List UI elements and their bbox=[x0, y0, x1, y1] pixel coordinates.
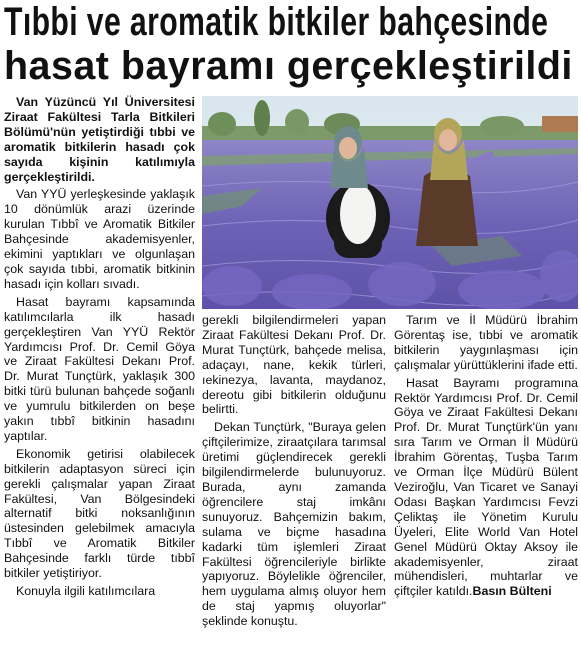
paragraph: gerekli bilgilendirmeleri yapan Ziraat Fakültesi Dekanı Prof. Dr. Murat Tunçtürk, bahçede melisa, adaçayı, nane, kekik türleri, ıekinezya, lavanta, maydanoz, dereotu gibi bitkilerin olduğunu belirtti. bbox=[202, 313, 386, 417]
article-column-3 bbox=[394, 313, 578, 602]
headline-line-1: Tıbbi ve aromatik bitkiler bahçesinde bbox=[4, 0, 549, 44]
paragraph-text: Hasat Bayramı programına Rektör Yardımcısı Prof. Dr. Cemil Göya ve Ziraat Fakültesi Dekanı Prof. Dr. Murat Tunçtürk'ün yanı sıra Tarım ve Orman İl Müdürü İbrahim Görentaş, Tuşba Tarım ve Orman İlçe Müdürü Bülent Veziroğlu, Van Ticaret ve Sanayi Odası Başkan Yardımcısı Fevzi Çeliktaş ile Yönetim Kurulu Üyeleri, Elite World Van Hotel Genel Müdürü Oktay Aksoy ile akademisyenler, ziraat mühendisleri, muhtarlar ve çiftçiler katıldı. bbox=[394, 375, 578, 599]
article-lead: Van Yüzüncü Yıl Üniversitesi Ziraat Fakültesi Tarla Bitkileri Bölümü'nün yetiştirdiği tıbbi ve aromatik bitkilerin hasadı çok sayıda kişinin katılımıyla gerçekleştirildi. bbox=[4, 95, 195, 184]
byline: Basın Bülteni bbox=[472, 584, 552, 599]
article-column-2 bbox=[202, 313, 386, 632]
headline-line-2: hasat bayramı gerçekleştirildi bbox=[4, 44, 573, 88]
lavender-field-photo bbox=[202, 96, 578, 309]
headline bbox=[0, 0, 581, 92]
article-column-1 bbox=[4, 95, 195, 602]
paragraph: Ekonomik getirisi olabilecek bitkilerin adaptasyon süreci için gerekli çalışmalar yapan Ziraat Fakültesi, Van Bölgesindeki alternatif bitki noksanlığının üstesinden gelebilmek amacıyla Tıbbî ve Aromatik Bitkiler Bahçesinde farklı türde tıbbî bitkiler yetiştiriyor. bbox=[4, 446, 195, 581]
paragraph: Konuyla ilgili katılımcılara bbox=[16, 584, 156, 598]
paragraph: Dekan Tunçtürk, "Buraya gelen çiftçilerimize, ziraatçılara tarımsal üretimi güçlendirecek gerekli bilgilendirmelerde bulunuyoruz. Burada, aynı zamanda öğrencilere staj imkânı sunuyoruz. Bahçemizin bakım, sulama ve biçme hasadına kadarki tüm işlemleri Ziraat Fakültesi öğrencileriyle birlikte yapıyoruz. Böylelikle öğrenciler, hem uygulama almış oluyor hem de staj yapmış oluyorlar" şeklinde konuştu. bbox=[202, 420, 386, 629]
paragraph: Van YYÜ yerleşkesinde yaklaşık 10 dönümlük arazi üzerinde kurulan Tıbbî ve Aromatik Bitkiler Bahçesinde akademisyenler, ekimini yaptıkları ve olgunlaşan çok sayıda tıbbi, aromatik bitkinin hasadı için kolları sıvadı. bbox=[4, 187, 195, 291]
paragraph: Hasat bayramı kapsamında katılımcılarla ilk hasadı gerçekleştiren Van YYÜ Rektör Yardımcısı Prof. Dr. Cemil Göya ve Ziraat Fakültesi Dekanı Prof. Dr. Murat Tunçtürk, yaklaşık 300 bitki türü bulunan bahçede soğanlı ve yumrulu bitkilerden on beşe yakın tıbbî bitkinin hasadını yaptılar. bbox=[4, 294, 195, 443]
paragraph: Tarım ve İl Müdürü İbrahim Görentaş ise, tıbbi ve aromatik bitkilerin yaygınlaşması için çalışmalar yürüttüklerini ifade etti. bbox=[394, 313, 578, 372]
paragraph bbox=[394, 376, 578, 600]
